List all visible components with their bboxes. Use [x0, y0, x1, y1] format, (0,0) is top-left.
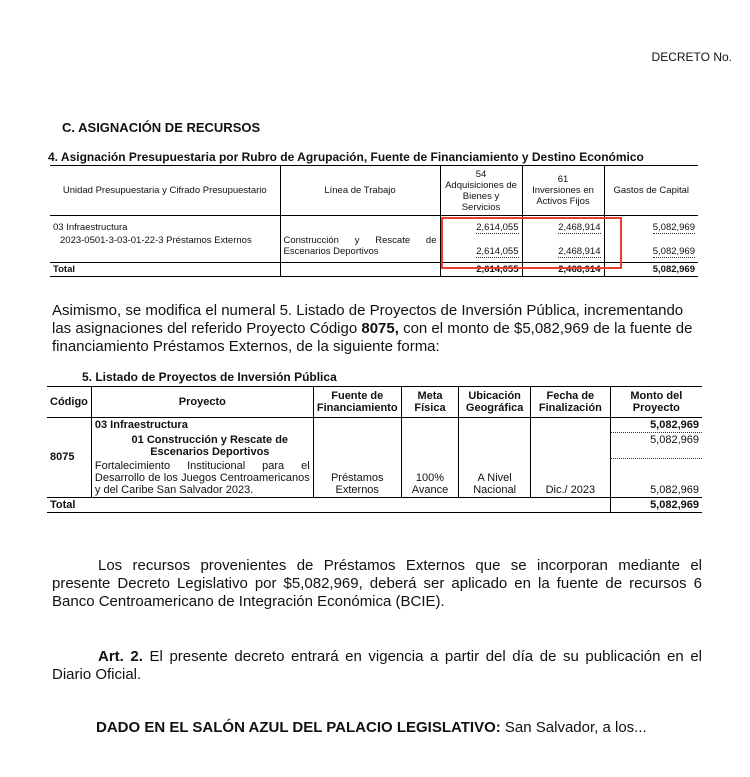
total-label: Total — [50, 263, 280, 277]
date-cell: Dic./ 2023 — [531, 418, 611, 498]
total-54: 2,614,055 — [440, 263, 522, 277]
value-61: 2,468,914 — [558, 222, 601, 233]
value-capital: 5,082,969 — [652, 246, 695, 257]
decree-header: DECRETO No. — [651, 50, 732, 64]
table-header-row — [50, 166, 698, 216]
value-61: 2,468,914 — [558, 246, 601, 257]
section-title: C. ASIGNACIÓN DE RECURSOS — [62, 120, 261, 135]
value-54: 2,614,055 — [476, 246, 519, 257]
col-line: Línea de Trabajo — [280, 166, 440, 216]
table1-title: 4. Asignación Presupuestaria por Rubro de Agrupación, Fuente de Financiamiento y Destino Económico — [48, 150, 644, 164]
highlight-box — [441, 217, 622, 269]
col-code: Código — [47, 387, 91, 418]
project-amount: 5,082,969 — [610, 459, 702, 498]
project-code: 8075, — [361, 320, 399, 337]
sub-amount: 5,082,969 — [610, 433, 702, 459]
table-row — [47, 418, 702, 433]
unit-cell: 03 Infraestructura — [53, 222, 128, 233]
table-header-row — [47, 387, 702, 418]
location-cell: A Nivel Nacional — [459, 418, 531, 498]
code-cell: 8075 — [50, 451, 75, 464]
value-54: 2,614,055 — [476, 222, 519, 233]
col-location: Ubicación Geográfica — [459, 387, 531, 418]
project-desc: Fortalecimiento Institucional para el Desarrollo de los Juegos Centroamericanos y del Caribe San Salvador 2023. — [91, 459, 313, 498]
total-label: Total — [47, 497, 610, 512]
col-amount: Monto del Proyecto — [610, 387, 702, 418]
col-project: Proyecto — [91, 387, 313, 418]
source-cell: Préstamos Externos — [313, 418, 401, 498]
col-54: 54 Adquisiciones de Bienes y Servicios — [440, 166, 522, 216]
col-unit: Unidad Presupuestaria y Cifrado Presupuestario — [50, 166, 280, 216]
col-date: Fecha de Finalización — [531, 387, 611, 418]
total-61: 2,468,914 — [522, 263, 604, 277]
col-source: Fuente de Financiamiento — [313, 387, 401, 418]
table2-title: 5. Listado de Proyectos de Inversión Pública — [82, 370, 337, 384]
value-capital: 5,082,969 — [652, 222, 695, 233]
total-amount: 5,082,969 — [610, 497, 702, 512]
paragraph-modification: Asimismo, se modifica el numeral 5. Listado de Proyectos de Inversión Pública, incrementando las asignaciones del referido Proyecto Código 8075, con el monto de $5,082,969 de la fuente de financiamiento Préstamos Externos, de la siguiente forma: — [52, 302, 693, 355]
line-cell: Construcción y Rescate de Escenarios Deportivos — [280, 234, 440, 263]
total-row — [47, 497, 702, 512]
total-capital: 5,082,969 — [604, 263, 698, 277]
infra-amount: 5,082,969 — [610, 418, 702, 433]
paragraph-resources: Los recursos provenientes de Préstamos Externos que se incorporan mediante el presente Decreto Legislativo por $5,082,969, deberá ser aplicado en la fuente de recursos 6 Banco Centroamericano de Integración Económica (BCIE). — [52, 557, 702, 610]
sub-label: 01 Construcción y Rescate de Escenarios Deportivos — [91, 433, 313, 459]
col-61: 61 Inversiones en Activos Fijos — [522, 166, 604, 216]
projects-table — [47, 386, 702, 513]
col-goal: Meta Física — [401, 387, 459, 418]
goal-cell: 100% Avance — [401, 418, 459, 498]
infra-label: 03 Infraestructura — [91, 418, 313, 433]
paragraph-art2: Art. 2. El presente decreto entrará en vigencia a partir del día de su publicación en el Diario Oficial. — [52, 648, 703, 683]
paragraph-dado: DADO EN EL SALÓN AZUL DEL PALACIO LEGISLATIVO: San Salvador, a los... — [96, 719, 647, 736]
unit-cell: 2023-0501-3-03-01-22-3 Préstamos Externos — [60, 235, 252, 246]
col-capital: Gastos de Capital — [604, 166, 698, 216]
